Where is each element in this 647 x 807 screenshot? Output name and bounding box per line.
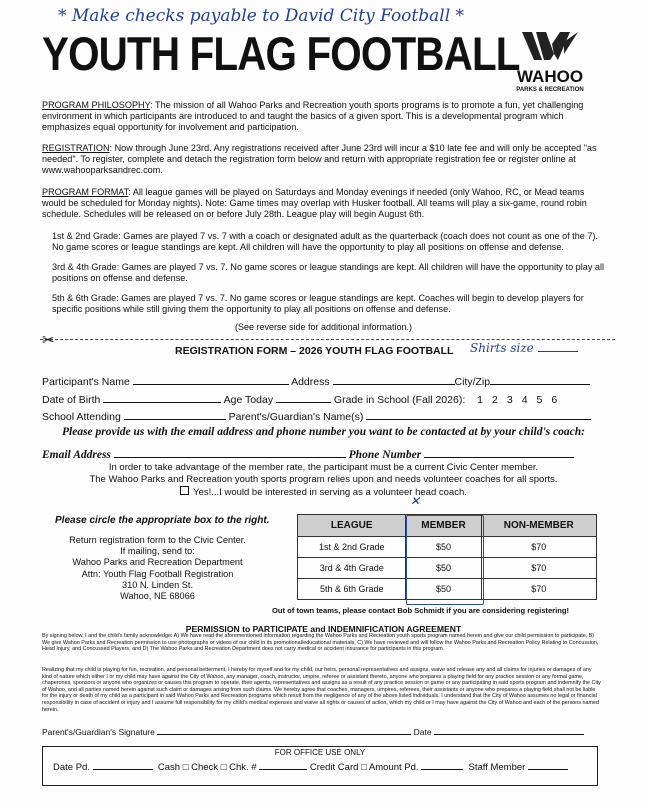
shirt-size-note xyxy=(470,341,578,355)
email-row xyxy=(42,448,574,461)
handwritten-x: ✕ xyxy=(410,494,421,508)
grade-option-4[interactable]: 4 xyxy=(521,394,528,406)
office-amount-label: Amount Pd. xyxy=(368,762,419,773)
format-label: PROGRAM FORMAT xyxy=(42,187,129,197)
member-circle-mark xyxy=(406,515,484,605)
grade34-paragraph: 3rd & 4th Grade: Games are played 7 vs. 7. No game scores or league standings are kept. All children will have the opportunity to play all positions on offense and defense. xyxy=(52,262,604,283)
staff-input[interactable] xyxy=(528,760,568,770)
email-label: Email Address xyxy=(42,449,111,461)
member-note-2: The Wahoo Parks and Recreation youth sports program relies upon and needs volunteer coaches for all sports. xyxy=(89,474,558,485)
date-input[interactable] xyxy=(434,725,584,735)
grade-option-3[interactable]: 3 xyxy=(506,394,513,406)
fee-cell: 3rd & 4th Grade xyxy=(298,558,406,579)
fee-cell[interactable]: $70 xyxy=(481,558,597,579)
contact-prompt: Please provide us with the email address and phone number you want to be contacted at by your child's coach: xyxy=(62,426,585,438)
logo-name: WAHOO xyxy=(516,67,584,86)
cityzip-label: City/Zip xyxy=(454,376,491,388)
fee-header-cell: MEMBER xyxy=(406,515,481,537)
guardian-input[interactable] xyxy=(366,410,591,420)
participant-row xyxy=(42,375,590,388)
member-note-1: In order to take advantage of the member rate, the participant must be a current Civic Center member. xyxy=(108,462,539,473)
school-input[interactable] xyxy=(124,410,226,420)
wahoo-logo-icon xyxy=(520,30,580,64)
cash-checkbox[interactable]: □ xyxy=(182,762,189,773)
participant-input[interactable] xyxy=(133,375,289,385)
dob-row xyxy=(42,393,557,406)
reverse-note: (See reverse side for additional information.) xyxy=(234,322,413,332)
logo-subtitle: PARKS & RECREATION xyxy=(516,87,584,93)
grade-options xyxy=(468,394,557,406)
fee-cell[interactable]: $50 xyxy=(406,537,481,558)
volunteer-checkbox[interactable] xyxy=(180,486,189,495)
return-info-line: Attn: Youth Flag Football Registration xyxy=(81,568,234,579)
return-info-line: Wahoo Parks and Recreation Department xyxy=(72,557,243,568)
format-paragraph xyxy=(42,187,610,220)
page-title: YOUTH FLAG FOOTBALL xyxy=(42,27,520,80)
return-info xyxy=(55,535,260,602)
age-input[interactable] xyxy=(276,393,331,403)
school-row xyxy=(42,410,591,423)
office-chk-label: Chk. # xyxy=(229,762,257,773)
volunteer-text: Yes!...I would be interested in serving as a volunteer head coach. xyxy=(193,487,467,498)
fee-header-cell: NON-MEMBER xyxy=(481,515,597,537)
phone-input[interactable] xyxy=(424,448,574,458)
credit-checkbox[interactable]: □ xyxy=(361,762,367,773)
volunteer-option[interactable] xyxy=(0,486,647,499)
registration-label: REGISTRATION xyxy=(42,143,110,153)
dob-input[interactable] xyxy=(103,393,221,403)
wahoo-logo xyxy=(490,30,610,93)
chk-input[interactable] xyxy=(259,760,307,770)
grade-option-1[interactable]: 1 xyxy=(477,394,484,406)
cityzip-input[interactable] xyxy=(490,375,590,385)
address-input[interactable] xyxy=(333,375,455,385)
fee-cell[interactable]: $70 xyxy=(481,579,597,600)
return-info-line: Wahoo, NE 68066 xyxy=(120,591,195,602)
fee-cell[interactable]: $50 xyxy=(406,558,481,579)
office-title: FOR OFFICE USE ONLY xyxy=(274,748,366,757)
philosophy-text: : The mission of all Wahoo Parks and Recreation youth sports programs is to promote a fun, yet challenging environment in which participants are introduced to and taught the basics of a given sport. This is a developmental program which emphasizes equal opportunity for involvement and participation. xyxy=(42,100,584,132)
office-credit-label: Credit Card xyxy=(309,762,359,773)
cut-line xyxy=(40,339,615,340)
out-of-town-note: Out of town teams, please contact Bob Schmidt if you are considering registering! xyxy=(272,606,570,615)
grade-option-5[interactable]: 5 xyxy=(536,394,543,406)
age-label: Age Today xyxy=(223,394,274,406)
format-text: : All league games will be played on Saturdays and Monday evenings if needed (only Wahoo, RC, or Mead teams would be scheduled for Monday nights). Note: Game times may overlap with Husker football. All teams will play a six-game, round robin schedule. Schedules will be released on or before July 28th. League play will begin August 6th. xyxy=(42,187,587,219)
scissors-icon: ✂ xyxy=(42,332,55,349)
office-staff-label: Staff Member xyxy=(468,762,526,773)
fee-cell[interactable]: $70 xyxy=(481,537,597,558)
office-date-label: Date Pd. xyxy=(53,762,90,773)
handwritten-note: * Make checks payable to David City Football * xyxy=(58,6,465,26)
form-title: REGISTRATION FORM – 2026 YOUTH FLAG FOOTBALL xyxy=(175,345,454,357)
registration-text: : Now through June 23rd. Any registrations received after June 23rd will incur a $10 late fee and will only be accepted "as needed". To register, complete and detach the registration form below and return with appropriate registration fee or register online at www.wahooparksandrec.com. xyxy=(42,143,597,175)
permission-title: PERMISSION to PARTICIPATE and INDEMNIFICATION AGREEMENT xyxy=(185,624,462,634)
fee-cell: 1st & 2nd Grade xyxy=(298,537,406,558)
amount-input[interactable] xyxy=(421,760,463,770)
return-info-line: If mailing, send to: xyxy=(120,546,195,557)
check-checkbox[interactable]: □ xyxy=(220,762,227,773)
circle-prompt: Please circle the appropriate box to the right. xyxy=(55,515,270,526)
fee-cell[interactable]: $50 xyxy=(406,579,481,600)
signature-input[interactable] xyxy=(157,725,411,735)
permission-text-2: Realizing that my child is playing for fun, recreation, and personal betterment, I hereby for myself and for my child, our heirs, personal representatives and assigns, waive and release any and all claims for injuries or damages of any kind of nature which either I or my child may have against the City of Wahoo, any manager, coach, instructor, umpire, referee or assistant thereto, anyone who prepares a playing field for any practice session or any formal game, chaperones, sponsors or anyone who organizes or causes this program to operate, their agents, representatives and assigns as a result of any practice session or game or any participating in said sports program and indemnify the City of Wahoo, and all parties named herein against such claim or damages arising from such claims. We hereby agree that coaches, managers, umpires, referees, their assistants or anyone who prepares a playing field shall not be liable for the injury or death of my child as a participant in said Wahoo Parks and Recreation programs which result from the negligence of any of the above listed individuals. I understand that the City of Wahoo assumes no legal or financial responsibility in case of accident or injury and I assume full responsibility for my child's medical expenses and waive all rights or causes of action, which my child or I may have against the City of Wahoo and each of the persons named herein. xyxy=(42,667,601,713)
dob-label: Date of Birth xyxy=(42,394,101,406)
philosophy-label: PROGRAM PHILOSOPHY xyxy=(42,100,151,110)
return-info-line: 310 N. Linden St. xyxy=(122,579,193,590)
grade12-paragraph: 1st & 2nd Grade: Games are played 7 vs. 7 with a coach or designated adult as the quarterback (coach does not count as one of the 7). No game scores or league standings are kept. All children will have the opportunity to play all positions on offense and defense. xyxy=(52,231,598,252)
signature-label: Parent's/Guardian's Signature xyxy=(42,727,155,737)
address-label: Address xyxy=(291,376,330,388)
email-input[interactable] xyxy=(114,448,346,458)
grade-label: Grade in School (Fall 2026): xyxy=(333,394,466,406)
participant-label: Participant's Name xyxy=(42,376,130,388)
office-date-input[interactable] xyxy=(93,760,153,770)
registration-paragraph xyxy=(42,143,610,176)
grade-option-6[interactable]: 6 xyxy=(551,394,558,406)
office-box xyxy=(42,746,598,786)
grade56-paragraph: 5th & 6th Grade: Games are played 7 vs. 7. No game scores or league standings are kept. Coaches will begin to develop players for specific positions while still giving them the opportunity to play all positions on offense and defense. xyxy=(52,293,584,314)
signature-row xyxy=(42,725,584,737)
phone-label: Phone Number xyxy=(348,449,422,461)
office-row xyxy=(53,760,597,773)
grade-option-2[interactable]: 2 xyxy=(492,394,498,406)
member-notes xyxy=(0,462,647,499)
return-info-line: Return registration form to the Civic Center. xyxy=(69,535,246,545)
guardian-label: Parent's/Guardian's Name(s) xyxy=(228,411,364,423)
office-cash-label: Cash xyxy=(157,762,181,773)
shirt-size-text: Shirts size xyxy=(470,341,534,355)
philosophy-paragraph xyxy=(42,100,610,133)
permission-text-1: By signing below, I and the child's family acknowledge: A) We have read the aforementioned information regarding the Wahoo Parks and Recreation youth sports program named herein and give our child permission to participate, B) We give Wahoo Parks and Recreation permission to use photographs or videos of our child in its promotional/educational materials, C) We have reviewed and will follow the Wahoo Parks and Recreation Policy Relating to Concussion, Head Injury, and Concussed Players, and D) The Wahoo Parks and Recreation Department does not carry medical or accident insurance for participants in this program. xyxy=(42,633,599,653)
date-label: Date xyxy=(413,727,432,737)
office-check-label: Check xyxy=(191,762,219,773)
school-label: School Attending xyxy=(42,411,121,423)
fee-header-cell: LEAGUE xyxy=(298,515,406,537)
fee-cell: 5th & 6th Grade xyxy=(298,579,406,600)
